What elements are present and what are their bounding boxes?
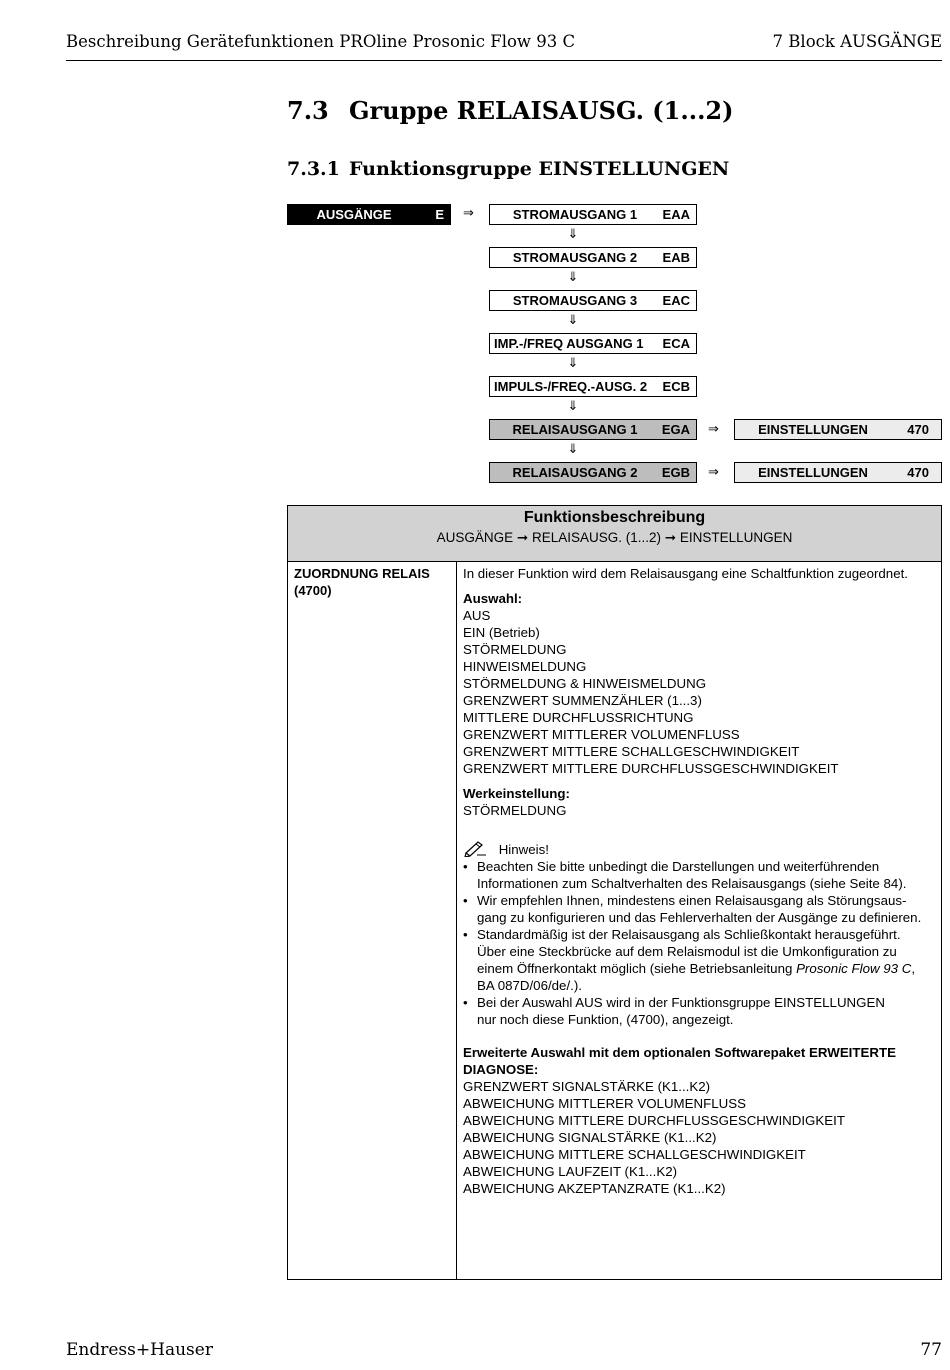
extended-item: ABWEICHUNG SIGNALSTÄRKE (K1...K2) — [463, 1130, 717, 1145]
intro-text: In dieser Funktion wird dem Relaisausgang eine Schaltfunktion zugeordnet. — [463, 566, 908, 581]
diagram-box-label: IMPULS-/FREQ.-AUSG. 2 — [494, 379, 648, 394]
page-header — [66, 30, 942, 61]
arrow-down-icon: ⇓ — [567, 313, 579, 328]
selection-item: GRENZWERT SUMMENZÄHLER (1...3) — [463, 693, 702, 708]
diagram-sub-box-code: 470 — [907, 422, 929, 437]
note-item — [463, 926, 941, 994]
section-heading — [287, 96, 733, 125]
diagram-box — [489, 290, 697, 311]
note-line: Informationen zum Schaltverhalten des Relaisausgangs (siehe Seite 84). — [477, 876, 907, 891]
diagram-box-code: EAA — [662, 207, 690, 222]
diagram-sub-box-label: EINSTELLUNGEN — [758, 465, 868, 480]
note-line: Über eine Steckbrücke auf dem Relaismodul ist die Umkonfiguration zu — [477, 944, 897, 959]
function-name: ZUORDNUNG RELAIS — [294, 566, 430, 581]
selection-item: HINWEISMELDUNG — [463, 659, 587, 674]
diagram-sub-box — [734, 462, 942, 483]
arrow-right-icon: ⇒ — [463, 206, 474, 221]
diagram-box-code: EGB — [661, 465, 690, 480]
arrow-down-icon: ⇓ — [567, 356, 579, 371]
selection-item: STÖRMELDUNG — [463, 642, 567, 657]
extended-selection-list — [463, 1078, 941, 1197]
note-item — [463, 892, 941, 926]
selection-item: MITTLERE DURCHFLUSSRICHTUNG — [463, 710, 694, 725]
diagram-box-code: ECA — [662, 336, 690, 351]
default-value: STÖRMELDUNG — [463, 803, 567, 818]
extended-item: ABWEICHUNG MITTLERE DURCHFLUSSGESCHWINDIGKEIT — [463, 1113, 845, 1128]
header-chapter: 7 Block AUSGÄNGE — [772, 32, 942, 51]
diagram-box-code: EAB — [662, 250, 690, 265]
selection-item: AUS — [463, 608, 491, 623]
extended-selection-heading: Erweiterte Auswahl mit dem optionalen Softwarepaket ERWEITERTE DIAGNOSE: — [463, 1045, 896, 1077]
diagram-root-box — [287, 204, 451, 225]
note-line: gang zu konfigurieren und das Fehlerverhalten der Ausgänge zu definieren. — [477, 910, 922, 925]
function-code: (4700) — [294, 583, 332, 598]
arrow-right-icon: ⇒ — [708, 422, 719, 437]
diagram-box-label: STROMAUSGANG 2 — [512, 250, 638, 265]
section-title: Gruppe RELAISAUSG. (1...2) — [349, 96, 734, 125]
diagram-box-label: RELAISAUSGANG 2 — [512, 465, 638, 480]
arrow-right-icon: ⇒ — [708, 465, 719, 480]
note-list — [463, 858, 941, 1028]
diagram-box-highlighted — [489, 462, 697, 483]
subsection-heading — [287, 158, 729, 180]
table-path: AUSGÄNGE ➞ RELAISAUSG. (1...2) ➞ EINSTELLUNGEN — [436, 530, 793, 545]
extended-item: ABWEICHUNG MITTLERER VOLUMENFLUSS — [463, 1096, 746, 1111]
diagram-sub-box-code: 470 — [907, 465, 929, 480]
selection-item: GRENZWERT MITTLERE SCHALLGESCHWINDIGKEIT — [463, 744, 800, 759]
diagram-box-label: IMP.-/FREQ AUSGANG 1 — [494, 336, 644, 351]
footer-brand: Endress+Hauser — [66, 1340, 213, 1360]
subsection-title: Funktionsgruppe EINSTELLUNGEN — [349, 158, 730, 180]
extended-item: GRENZWERT SIGNALSTÄRKE (K1...K2) — [463, 1079, 711, 1094]
diagram-box — [489, 333, 697, 354]
diagram-box-highlighted — [489, 419, 697, 440]
subsection-number: 7.3.1 — [287, 158, 340, 180]
extended-item: ABWEICHUNG MITTLERE SCHALLGESCHWINDIGKEIT — [463, 1147, 806, 1162]
extended-item: ABWEICHUNG LAUFZEIT (K1...K2) — [463, 1164, 678, 1179]
note-header — [463, 839, 941, 858]
note-text: , — [911, 961, 916, 976]
footer-page-number: 77 — [920, 1340, 942, 1360]
diagram-box — [489, 247, 697, 268]
manual-title: Prosonic Flow 93 C — [796, 961, 912, 976]
note-item — [463, 858, 941, 892]
arrow-down-icon: ⇓ — [567, 399, 579, 414]
section-number: 7.3 — [287, 96, 329, 125]
note-line: BA 087D/06/de/.). — [477, 978, 582, 993]
diagram-sub-box-label: EINSTELLUNGEN — [758, 422, 868, 437]
arrow-down-icon: ⇓ — [567, 442, 579, 457]
diagram-box — [489, 376, 697, 397]
selection-heading: Auswahl: — [463, 591, 523, 606]
selection-list — [463, 607, 941, 777]
function-name-cell — [294, 565, 449, 599]
note-text: einem Öffnerkontakt möglich (siehe Betriebsanleitung — [477, 961, 797, 976]
column-divider — [456, 561, 457, 1279]
function-description-table — [287, 505, 942, 1280]
header-document-title: Beschreibung Gerätefunktionen PROline Prosonic Flow 93 C — [66, 32, 576, 51]
note-line: • Standardmäßig ist der Relaisausgang als Schließkontakt herausgeführt. — [477, 927, 901, 942]
diagram-sub-box — [734, 419, 942, 440]
diagram-box-label: RELAISAUSGANG 1 — [512, 422, 638, 437]
diagram-root-code: E — [435, 207, 444, 222]
arrow-down-icon: ⇓ — [567, 227, 579, 242]
arrow-down-icon: ⇓ — [567, 270, 579, 285]
note-line: nur noch diese Funktion, (4700), angezeigt. — [477, 1012, 734, 1027]
diagram-box-code: EAC — [662, 293, 690, 308]
function-description-cell — [463, 565, 941, 1197]
table-header — [288, 506, 941, 562]
note-item — [463, 994, 941, 1028]
diagram-box-code: ECB — [662, 379, 690, 394]
note-line: • Bei der Auswahl AUS wird in der Funktionsgruppe EINSTELLUNGEN — [477, 995, 885, 1010]
table-title: Funktionsbeschreibung — [523, 509, 706, 526]
note-line — [477, 960, 941, 977]
selection-item: STÖRMELDUNG & HINWEISMELDUNG — [463, 676, 707, 691]
selection-item: GRENZWERT MITTLERE DURCHFLUSSGESCHWINDIGKEIT — [463, 761, 839, 776]
note-line: • Beachten Sie bitte unbedingt die Darstellungen und weiterführenden — [477, 859, 880, 874]
default-heading: Werkeinstellung: — [463, 786, 570, 801]
selection-item: EIN (Betrieb) — [463, 625, 540, 640]
diagram-box — [489, 204, 697, 225]
selection-item: GRENZWERT MITTLERER VOLUMENFLUSS — [463, 727, 740, 742]
note-line: • Wir empfehlen Ihnen, mindestens einen Relaisausgang als Störungsaus- — [477, 893, 907, 908]
diagram-box-label: STROMAUSGANG 3 — [512, 293, 638, 308]
extended-item: ABWEICHUNG AKZEPTANZRATE (K1...K2) — [463, 1181, 726, 1196]
diagram-box-label: STROMAUSGANG 1 — [512, 207, 638, 222]
note-label: Hinweis! — [498, 842, 549, 857]
pencil-note-icon — [463, 839, 487, 857]
diagram-root-label: AUSGÄNGE — [316, 207, 392, 222]
diagram-box-code: EGA — [661, 422, 690, 437]
